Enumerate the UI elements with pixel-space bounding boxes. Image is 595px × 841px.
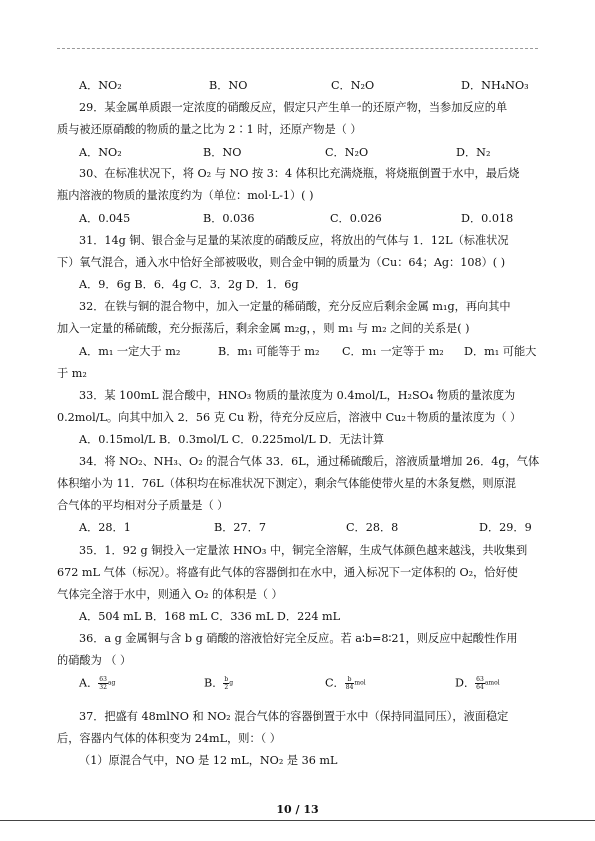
q30-option-a: A．0.045: [79, 212, 131, 225]
option-prefix: B．: [204, 676, 224, 690]
q31-text-line1: 31．14g 铜、银合金与足量的某浓度的硝酸反应，将放出的气体与 1．12L（标准状况: [79, 234, 509, 247]
q37-sub-question-1: （1）原混合气中，NO 是 12 mL，NO₂ 是 36 mL: [79, 754, 338, 767]
q32-option-b: B．m₁ 可能等于 m₂: [218, 345, 320, 358]
q34-text-line1: 34．将 NO₂、NH₃、O₂ 的混合气体 33．6L，通过稀硫酸后，溶液质量增加 26．4g，气体: [79, 455, 540, 468]
q32-text-line2: 加入一定量的稀硫酸，充分振荡后，剩余金属 m₂g，，则 m₁ 与 m₂ 之间的关系是( ): [57, 322, 470, 335]
q34-option-d: D．29．9: [479, 521, 532, 534]
q32-option-c: C．m₁ 一定等于 m₂: [342, 345, 444, 358]
unit: mol: [354, 679, 366, 687]
q30-text-line2: 瓶内溶液的物质的量浓度约为（单位：mol·L-1）( ): [57, 189, 314, 202]
denominator: 32: [99, 684, 107, 691]
q34-text-line3: 合气体的平均相对分子质量是（ ）: [57, 499, 229, 512]
numerator: 63: [99, 676, 107, 683]
header-divider: [57, 48, 538, 49]
q29-option-d: D．N₂: [456, 146, 491, 159]
page-number: 10 / 13: [276, 803, 319, 816]
q32-option-a: A．m₁ 一定大于 m₂: [79, 345, 181, 358]
q34-option-b: B．27．7: [214, 521, 266, 534]
q29-text-line1: 29．某金属单质跟一定浓度的硝酸反应，假定只产生单一的还原产物，当参加反应的单: [79, 101, 508, 114]
q33-text-line1: 33．某 100mL 混合酸中，HNO₃ 物质的量浓度为 0.4mol/L，H₂SO₄ 物质的量浓度为: [79, 389, 516, 402]
fraction: [98, 676, 108, 691]
option-prefix: A．: [79, 676, 99, 690]
q29-option-c: C．N₂O: [325, 146, 369, 159]
q36-text-line1: 36．a g 金属铜与含 b g 硝酸的溶液恰好完全反应。若 a∶b=8∶21，则反应中起酸性作用: [79, 632, 518, 645]
q31-options: A．9．6g B．6．4g C．3．2g D．1．6g: [79, 278, 299, 291]
q36-option-d: [455, 676, 500, 691]
q34-option-a: A．28．1: [79, 521, 131, 534]
q34-text-line2: 体积缩小为 11．76L（体积均在标准状况下测定），剩余气体能使带火星的木条复燃，则原混: [57, 477, 516, 490]
fraction: [475, 676, 485, 691]
q35-options: A．504 mL B．168 mL C．336 mL D．224 mL: [79, 610, 341, 623]
q29-option-a: A．NO₂: [79, 146, 122, 159]
q36-option-c: [325, 676, 366, 691]
q37-text-line1: 37．把盛有 48mlNO 和 NO₂ 混合气体的容器倒置于水中（保持同温同压），液面稳定: [79, 710, 509, 723]
option-prefix: D．: [455, 676, 476, 690]
q36-option-b: [204, 676, 233, 691]
footer-divider: [0, 820, 595, 821]
q28-option-d: D．NH₄NO₃: [461, 79, 529, 92]
q29-text-line2: 质与被还原硝酸的物质的量之比为 2∶1 时，还原产物是（ ）: [57, 123, 362, 136]
q30-option-b: B．0.036: [203, 212, 255, 225]
q28-option-a: A．NO₂: [79, 79, 122, 92]
q37-text-line2: 后，容器内气体的体积变为 24mL，则：（ ）: [57, 732, 281, 745]
q33-text-line2: 0.2mol/L。向其中加入 2．56 克 Cu 粉，待充分反应后，溶液中 Cu₂＋物质的量浓度为（ ）: [57, 411, 522, 424]
denominator: 64: [476, 684, 484, 691]
q31-text-line2: 下）氧气混合，通入水中恰好全部被吸收，则合金中铜的质量为（Cu：64；Ag：108）( ): [57, 256, 506, 269]
q29-option-b: B．NO: [203, 146, 242, 159]
numerator: b: [345, 676, 355, 684]
numerator: 63: [476, 676, 484, 683]
q35-text-line1: 35．1．92 g 铜投入一定量浓 HNO₃ 中，铜完全溶解，生成气体颜色越来越浅，共收集到: [79, 544, 528, 557]
unit: g: [229, 679, 234, 687]
numerator: b: [224, 676, 229, 683]
q33-options: A．0.15mol/L B．0.3mol/L C．0.225mol/L D．无法计算: [79, 433, 385, 446]
q30-option-c: C．0.026: [330, 212, 382, 225]
denominator: 84: [345, 684, 354, 691]
fraction: [345, 676, 355, 691]
q34-option-c: C．28．8: [346, 521, 399, 534]
q32-option-d: D．m₁ 可能大: [464, 345, 537, 358]
q28-option-c: C．N₂O: [331, 79, 375, 92]
denominator: 2: [224, 684, 229, 691]
q35-text-line2: 672 mL 气体（标况）。将盛有此气体的容器倒扣在水中，通入标况下一定体积的 O₂，恰好使: [57, 566, 518, 579]
q30-text-line1: 30、在标准状况下，将 O₂ 与 NO 按 3：4 体积比充满烧瓶，将烧瓶倒置于水中，最后烧: [79, 167, 520, 180]
q28-option-b: B．NO: [209, 79, 248, 92]
q32-text-line1: 32．在铁与铜的混合物中，加入一定量的稀硝酸，充分反应后剩余金属 m₁g，再向其中: [79, 300, 511, 313]
q36-text-line2: 的硝酸为 （ ）: [57, 654, 132, 667]
unit: ag: [107, 679, 116, 687]
option-prefix: C．: [325, 676, 345, 690]
q30-option-d: D．0.018: [461, 212, 514, 225]
q35-text-line3: 气体完全溶于水中，则通入 O₂ 的体积是（ ）: [57, 588, 283, 601]
q32-option-d-continued: 于 m₂: [57, 367, 87, 380]
unit: amol: [484, 679, 500, 687]
q36-option-a: [79, 676, 115, 691]
